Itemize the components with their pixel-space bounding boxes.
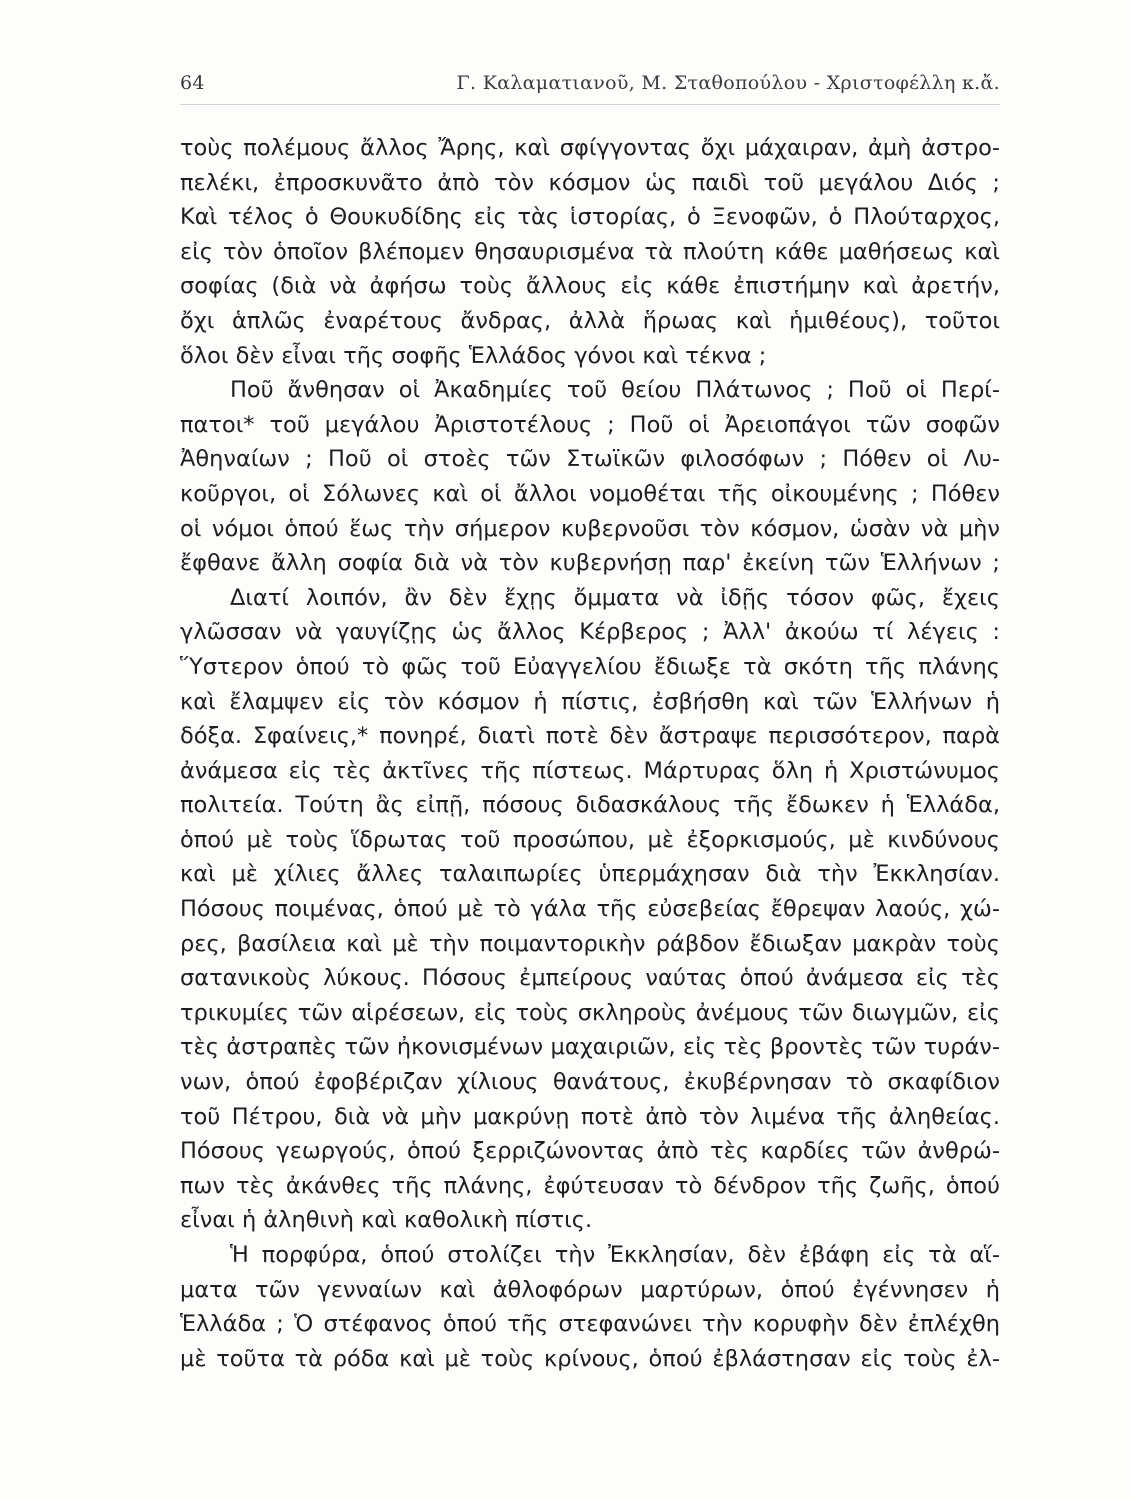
text-line: τὲς ἀστραπὲς τῶν ἠκονισμένων μαχαιριῶν, εἰς τὲς βροντὲς τῶν τυράν- [180,1034,1000,1061]
text-line: Ὕστερον ὁπού τὸ φῶς τοῦ Εὐαγγελίου ἔδιωξε τὰ σκότη τῆς πλάνης [180,653,1000,680]
body-text [180,131,1000,1376]
page-number: 64 [180,72,205,94]
text-line: νων, ὁπού ἐφοβέριζαν χίλιους θανάτους, ἐκυβέρνησαν τὸ σκαφίδιον [180,1069,1000,1096]
text-line: τοῦ Πέτρου, διὰ νὰ μὴν μακρύνῃ ποτὲ ἀπὸ τὸν λιμένα τῆς ἀληθείας. [180,1103,1000,1130]
paragraph-end-line: ὅλοι δὲν εἶναι τῆς σοφῆς Ἑλλάδος γόνοι καὶ τέκνα ; [180,342,767,369]
paragraph-start-line: Ποῦ ἄνθησαν οἱ Ἀκαδημίες τοῦ θείου Πλάτωνος ; Ποῦ οἱ Περί- [230,377,1000,404]
paragraph-start-line: Ἡ πορφύρα, ὁπού στολίζει τὴν Ἐκκλησίαν, δὲν ἐβάφη εἰς τὰ αἵ- [230,1242,1000,1268]
running-head [180,72,1000,102]
text-line: πων τὲς ἀκάνθες τῆς πλάνης, ἐφύτευσαν τὸ δένδρον τῆς ζωῆς, ὁπού [180,1172,1000,1199]
text-line: σατανικοὺς λύκους. Πόσους ἐμπείρους ναύτας ὁπού ἀνάμεσα εἰς τὲς [180,965,1000,992]
paragraph-start-line: Διατί λοιπόν, ἂν δὲν ἔχῃς ὄμματα νὰ ἰδῇς τόσον φῶς, ἔχεις [230,584,1000,611]
text-line: κοῦργοι, οἱ Σόλωνες καὶ οἱ ἄλλοι νομοθέται τῆς οἰκουμένης ; Πόθεν [180,480,1000,507]
text-line: τρικυμίες τῶν αἱρέσεων, εἰς τοὺς σκληροὺς ἀνέμους τῶν διωγμῶν, εἰς [180,999,1000,1026]
text-line: καὶ μὲ χίλιες ἄλλες ταλαιπωρίες ὑπερμάχησαν διὰ τὴν Ἐκκλησίαν. [180,861,1000,888]
text-line: Ἑλλάδα ; Ὁ στέφανος ὁπού τῆς στεφανώνει τὴν κορυφὴν δὲν ἐπλέχθη [180,1311,1000,1338]
text-line: Πόσους ποιμένας, ὁπού μὲ τὸ γάλα τῆς εὐσεβείας ἔθρεψαν λαούς, χώ- [180,896,1000,923]
text-line: οἱ νόμοι ὁπού ἕως τὴν σήμερον κυβερνοῦσι τὸν κόσμον, ὡσὰν νὰ μὴν [180,515,1000,542]
text-line: ματα τῶν γενναίων καὶ ἀθλοφόρων μαρτύρων, ὁπού ἐγέννησεν ἡ [180,1276,1000,1303]
paragraph-end-line: εἶναι ἡ ἀληθινὴ καὶ καθολικὴ πίστις. [180,1207,593,1234]
text-line: καὶ ἔλαμψεν εἰς τὸν κόσμον ἡ πίστις, ἐσβήσθη καὶ τῶν Ἑλλήνων ἡ [180,688,1000,715]
running-title: Γ. Καλαματιανοῦ, Μ. Σταθοπούλου - Χριστοφέλλη κ.ἄ. [456,72,1000,94]
text-line: Πόσους γεωργούς, ὁπού ξερριζώνοντας ἀπὸ τὲς καρδίες τῶν ἀνθρώ- [180,1138,1000,1165]
text-line: ρες, βασίλεια καὶ μὲ τὴν ποιμαντορικὴν ράβδον ἔδιωξαν μακρὰν τοὺς [180,930,1000,957]
header-rule [180,104,1000,105]
paragraph-end-line: ἔφθανε ἄλλη σοφία διὰ νὰ τὸν κυβερνήσῃ παρ' ἐκείνη τῶν Ἑλλήνων ; [180,550,1000,577]
text-line: Ἀθηναίων ; Ποῦ οἱ στοὲς τῶν Στωϊκῶν φιλοσόφων ; Πόθεν οἱ Λυ- [180,446,1000,473]
text-line: πελέκι, ἐπροσκυνᾶτο ἀπὸ τὸν κόσμον ὡς παιδὶ τοῦ μεγάλου Διός ; [180,169,1000,196]
text-line: Καὶ τέλος ὁ Θουκυδίδης εἰς τὰς ἱστορίας, ὁ Ξενοφῶν, ὁ Πλούταρχος, [180,204,1000,231]
text-line: τοὺς πολέμους ἄλλος Ἄρης, καὶ σφίγγοντας ὄχι μάχαιραν, ἀμὴ ἀστρο- [180,135,1000,161]
text-line: ἀνάμεσα εἰς τὲς ἀκτῖνες τῆς πίστεως. Μάρτυρας ὅλη ἡ Χριστώνυμος [180,757,1000,784]
text-line: γλῶσσαν νὰ γαυγίζῃς ὡς ἄλλος Κέρβερος ; Ἀλλ' ἀκούω τί λέγεις : [180,619,1000,646]
text-line: πολιτεία. Τούτη ἂς εἰπῇ, πόσους διδασκάλους τῆς ἔδωκεν ἡ Ἑλλάδα, [180,792,1000,819]
text-line: ὄχι ἁπλῶς ἐναρέτους ἄνδρας, ἀλλὰ ἥρωας καὶ ἡμιθέους), τοῦτοι [180,307,1000,334]
text-line: πατοι* τοῦ μεγάλου Ἀριστοτέλους ; Ποῦ οἱ Ἀρειοπάγοι τῶν σοφῶν [180,411,1000,438]
text-line: σοφίας (διὰ νὰ ἀφήσω τοὺς ἄλλους εἰς κάθε ἐπιστήμην καὶ ἀρετήν, [180,273,1000,300]
text-line: εἰς τὸν ὁποῖον βλέπομεν θησαυρισμένα τὰ πλούτη κάθε μαθήσεως καὶ [180,238,1000,265]
text-line: μὲ τοῦτα τὰ ρόδα καὶ μὲ τοὺς κρίνους, ὁπού ἐβλάστησαν εἰς τοὺς ἐλ- [180,1345,1000,1372]
text-line: δόξα. Σφαίνεις,* πονηρέ, διατὶ ποτὲ δὲν ἄστραψε περισσότερον, παρὰ [180,723,1000,750]
text-line: ὁπού μὲ τοὺς ἵδρωτας τοῦ προσώπου, μὲ ἐξορκισμούς, μὲ κινδύνους [180,826,1000,853]
